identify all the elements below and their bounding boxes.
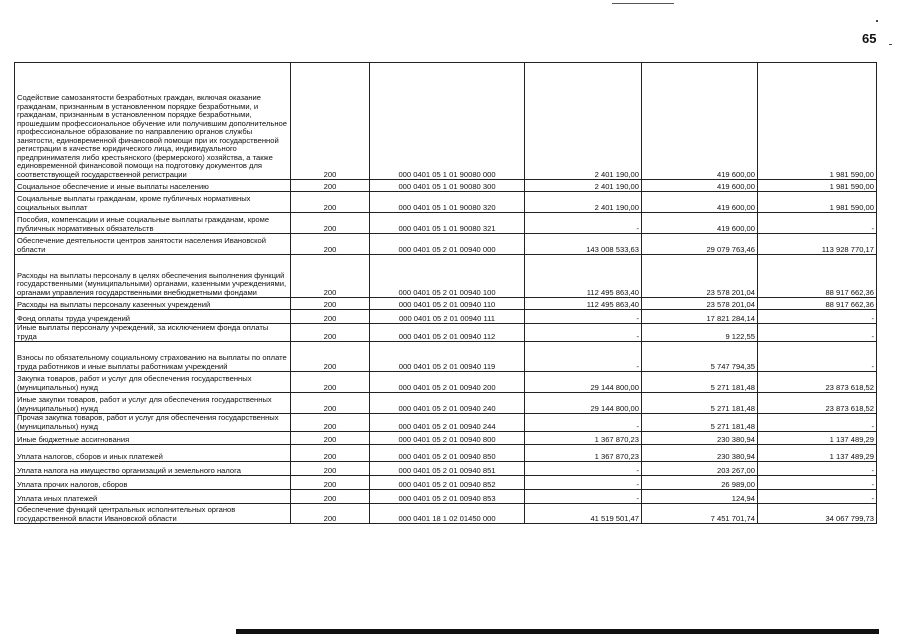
row-name-cell: Уплата налога на имущество организаций и земельного налога xyxy=(15,462,291,476)
row-name-cell: Иные выплаты персоналу учреждений, за исключением фонда оплаты труда xyxy=(15,324,291,342)
table-row xyxy=(15,180,877,192)
row-name-cell: Уплата прочих налогов, сборов xyxy=(15,476,291,490)
table-row xyxy=(15,490,877,504)
row-name-cell: Прочая закупка товаров, работ и услуг для обеспечения государственных (муниципальных) нужд xyxy=(15,414,291,432)
row-name-cell: Пособия, компенсации и иные социальные выплаты гражданам, кроме публичных нормативных обязательств xyxy=(15,213,291,234)
row-classification-cell: 000 0401 05 2 01 00940 110 xyxy=(370,298,525,310)
row-executed-cell: 5 271 181,48 xyxy=(642,393,758,414)
row-executed-cell: 23 578 201,04 xyxy=(642,298,758,310)
bottom-scan-bar xyxy=(236,629,879,634)
row-unexecuted-cell: 23 873 618,52 xyxy=(758,393,877,414)
table-row xyxy=(15,255,877,298)
row-name-cell: Расходы на выплаты персоналу в целях обеспечения выполнения функций государственными (муниципальными) органами, казенными учреждениями, органами управления государственными внебюджетными фондами xyxy=(15,255,291,298)
row-approved-cell: 41 519 501,47 xyxy=(525,504,642,524)
row-code-cell: 200 xyxy=(291,432,370,445)
row-code-cell: 200 xyxy=(291,213,370,234)
row-name-cell: Обеспечение деятельности центров занятости населения Ивановской области xyxy=(15,234,291,255)
row-classification-cell: 000 0401 05 2 01 00940 853 xyxy=(370,490,525,504)
row-classification-cell: 000 0401 05 2 01 00940 850 xyxy=(370,445,525,462)
row-executed-cell: 230 380,94 xyxy=(642,445,758,462)
row-approved-cell: 143 008 533,63 xyxy=(525,234,642,255)
table-row xyxy=(15,445,877,462)
table-row xyxy=(15,462,877,476)
row-name-cell: Социальные выплаты гражданам, кроме публичных нормативных социальных выплат xyxy=(15,192,291,213)
row-approved-cell: 1 367 870,23 xyxy=(525,445,642,462)
row-code-cell: 200 xyxy=(291,324,370,342)
scan-mark xyxy=(889,44,892,45)
row-name-cell: Расходы на выплаты персоналу казенных учреждений xyxy=(15,298,291,310)
row-approved-cell: - xyxy=(525,342,642,372)
row-unexecuted-cell: 1 981 590,00 xyxy=(758,192,877,213)
row-executed-cell: 17 821 284,14 xyxy=(642,310,758,324)
row-approved-cell: 29 144 800,00 xyxy=(525,372,642,393)
row-code-cell: 200 xyxy=(291,255,370,298)
row-classification-cell: 000 0401 05 2 01 00940 852 xyxy=(370,476,525,490)
row-code-cell: 200 xyxy=(291,476,370,490)
row-unexecuted-cell: - xyxy=(758,462,877,476)
row-executed-cell: 419 600,00 xyxy=(642,180,758,192)
row-classification-cell: 000 0401 05 2 01 00940 800 xyxy=(370,432,525,445)
row-approved-cell: - xyxy=(525,490,642,504)
table-row xyxy=(15,504,877,524)
row-approved-cell: 29 144 800,00 xyxy=(525,393,642,414)
row-unexecuted-cell: 1 137 489,29 xyxy=(758,432,877,445)
table-row xyxy=(15,414,877,432)
row-unexecuted-cell: 34 067 799,73 xyxy=(758,504,877,524)
row-unexecuted-cell: - xyxy=(758,342,877,372)
row-code-cell: 200 xyxy=(291,63,370,180)
table-row xyxy=(15,342,877,372)
row-code-cell: 200 xyxy=(291,298,370,310)
row-name-cell: Иные бюджетные ассигнования xyxy=(15,432,291,445)
row-approved-cell: 112 495 863,40 xyxy=(525,255,642,298)
page-number: 65 xyxy=(862,31,877,46)
row-classification-cell: 000 0401 05 1 01 90080 321 xyxy=(370,213,525,234)
row-approved-cell: 1 367 870,23 xyxy=(525,432,642,445)
row-name-cell: Закупка товаров, работ и услуг для обеспечения государственных (муниципальных) нужд xyxy=(15,372,291,393)
row-code-cell: 200 xyxy=(291,192,370,213)
budget-execution-table xyxy=(14,62,877,524)
table-row xyxy=(15,310,877,324)
row-code-cell: 200 xyxy=(291,393,370,414)
row-unexecuted-cell: - xyxy=(758,324,877,342)
table-row xyxy=(15,192,877,213)
row-approved-cell: - xyxy=(525,476,642,490)
row-unexecuted-cell: 88 917 662,36 xyxy=(758,298,877,310)
row-unexecuted-cell: 88 917 662,36 xyxy=(758,255,877,298)
row-name-cell: Иные закупки товаров, работ и услуг для обеспечения государственных (муниципальных) нужд xyxy=(15,393,291,414)
row-executed-cell: 419 600,00 xyxy=(642,213,758,234)
table-row xyxy=(15,372,877,393)
row-code-cell: 200 xyxy=(291,180,370,192)
row-executed-cell: 23 578 201,04 xyxy=(642,255,758,298)
row-unexecuted-cell: - xyxy=(758,213,877,234)
row-approved-cell: 2 401 190,00 xyxy=(525,63,642,180)
row-unexecuted-cell: 1 981 590,00 xyxy=(758,180,877,192)
table-body xyxy=(15,63,877,524)
row-code-cell: 200 xyxy=(291,490,370,504)
row-approved-cell: - xyxy=(525,310,642,324)
row-unexecuted-cell: - xyxy=(758,490,877,504)
row-executed-cell: 9 122,55 xyxy=(642,324,758,342)
row-approved-cell: - xyxy=(525,324,642,342)
row-unexecuted-cell: - xyxy=(758,414,877,432)
row-executed-cell: 419 600,00 xyxy=(642,192,758,213)
row-executed-cell: 5 271 181,48 xyxy=(642,372,758,393)
row-executed-cell: 7 451 701,74 xyxy=(642,504,758,524)
row-unexecuted-cell: 113 928 770,17 xyxy=(758,234,877,255)
row-code-cell: 200 xyxy=(291,372,370,393)
row-classification-cell: 000 0401 05 2 01 00940 112 xyxy=(370,324,525,342)
row-classification-cell: 000 0401 05 2 01 00940 200 xyxy=(370,372,525,393)
row-code-cell: 200 xyxy=(291,445,370,462)
row-name-cell: Взносы по обязательному социальному страхованию на выплаты по оплате труда работников и иные выплаты работникам учреждений xyxy=(15,342,291,372)
row-classification-cell: 000 0401 05 2 01 00940 851 xyxy=(370,462,525,476)
row-approved-cell: 112 495 863,40 xyxy=(525,298,642,310)
row-unexecuted-cell: 23 873 618,52 xyxy=(758,372,877,393)
table-row xyxy=(15,476,877,490)
row-executed-cell: 124,94 xyxy=(642,490,758,504)
row-unexecuted-cell: 1 981 590,00 xyxy=(758,63,877,180)
row-executed-cell: 26 989,00 xyxy=(642,476,758,490)
row-unexecuted-cell: - xyxy=(758,310,877,324)
row-code-cell: 200 xyxy=(291,414,370,432)
scan-mark xyxy=(876,20,878,22)
row-code-cell: 200 xyxy=(291,462,370,476)
row-executed-cell: 419 600,00 xyxy=(642,63,758,180)
top-rule xyxy=(612,3,674,4)
row-code-cell: 200 xyxy=(291,342,370,372)
row-code-cell: 200 xyxy=(291,310,370,324)
row-executed-cell: 29 079 763,46 xyxy=(642,234,758,255)
row-classification-cell: 000 0401 05 2 01 00940 111 xyxy=(370,310,525,324)
table-row xyxy=(15,324,877,342)
row-classification-cell: 000 0401 05 1 01 90080 320 xyxy=(370,192,525,213)
row-classification-cell: 000 0401 05 1 01 90080 300 xyxy=(370,180,525,192)
table-row xyxy=(15,213,877,234)
row-classification-cell: 000 0401 05 1 01 90080 000 xyxy=(370,63,525,180)
row-classification-cell: 000 0401 05 2 01 00940 000 xyxy=(370,234,525,255)
row-classification-cell: 000 0401 05 2 01 00940 119 xyxy=(370,342,525,372)
row-classification-cell: 000 0401 05 2 01 00940 240 xyxy=(370,393,525,414)
row-name-cell: Социальное обеспечение и иные выплаты населению xyxy=(15,180,291,192)
row-approved-cell: - xyxy=(525,213,642,234)
row-name-cell: Фонд оплаты труда учреждений xyxy=(15,310,291,324)
row-approved-cell: 2 401 190,00 xyxy=(525,180,642,192)
row-executed-cell: 5 747 794,35 xyxy=(642,342,758,372)
table-row xyxy=(15,298,877,310)
row-approved-cell: - xyxy=(525,414,642,432)
row-classification-cell: 000 0401 18 1 02 01450 000 xyxy=(370,504,525,524)
table-row xyxy=(15,63,877,180)
row-approved-cell: - xyxy=(525,462,642,476)
row-name-cell: Уплата иных платежей xyxy=(15,490,291,504)
row-code-cell: 200 xyxy=(291,504,370,524)
row-classification-cell: 000 0401 05 2 01 00940 100 xyxy=(370,255,525,298)
table-row xyxy=(15,393,877,414)
row-name-cell: Содействие самозанятости безработных граждан, включая оказание гражданам, признанным в установленном порядке безработными, и гражданам, признанным в установленном порядке безработными, прошедшим профессиональное обучение или получившим дополнительное профессиональное образование по направлению органов службы занятости, единовременной финансовой помощи при их государственной регистрации в качестве юридического лица, индивидуального предпринимателя либо крестьянского (фермерского) хозяйства, а также единовременной финансовой помощи на подготовку документов для соответствующей государственной регистрации xyxy=(15,63,291,180)
row-unexecuted-cell: 1 137 489,29 xyxy=(758,445,877,462)
row-unexecuted-cell: - xyxy=(758,476,877,490)
row-executed-cell: 5 271 181,48 xyxy=(642,414,758,432)
row-name-cell: Обеспечение функций центральных исполнительных органов государственной власти Ивановской области xyxy=(15,504,291,524)
row-classification-cell: 000 0401 05 2 01 00940 244 xyxy=(370,414,525,432)
table-row xyxy=(15,234,877,255)
row-approved-cell: 2 401 190,00 xyxy=(525,192,642,213)
row-executed-cell: 203 267,00 xyxy=(642,462,758,476)
row-code-cell: 200 xyxy=(291,234,370,255)
row-executed-cell: 230 380,94 xyxy=(642,432,758,445)
table-row xyxy=(15,432,877,445)
row-name-cell: Уплата налогов, сборов и иных платежей xyxy=(15,445,291,462)
